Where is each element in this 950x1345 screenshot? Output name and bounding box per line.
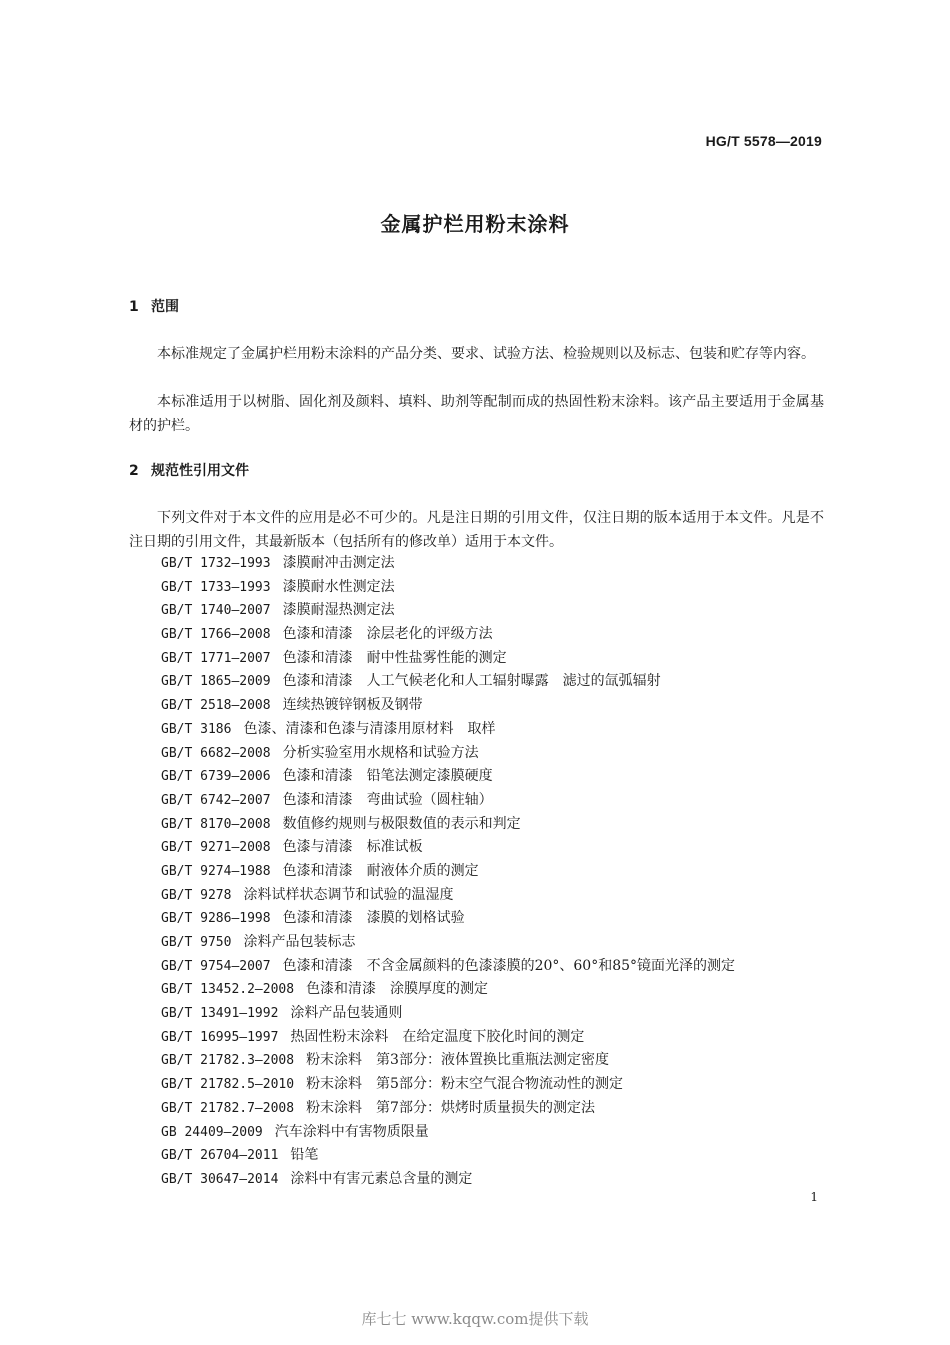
document-title: 金属护栏用粉末涂料 [380,212,570,236]
reference-title: 色漆和清漆 耐液体介质的测定 [282,862,479,879]
reference-title: 涂料中有害元素总含量的测定 [290,1170,473,1187]
section-2-number: 2 [129,463,139,479]
reference-title: 粉末涂料 第5部分：粉末空气混合物流动性的测定 [306,1076,623,1093]
reference-title: 色漆和清漆 涂膜厚度的测定 [306,981,489,998]
reference-code: GB/T 9274—1988 [161,863,271,879]
reference-code: GB 24409—2009 [161,1124,263,1140]
reference-list [161,552,735,1192]
reference-item [161,576,735,600]
reference-item [161,931,735,955]
reference-title: 粉末涂料 第7部分：烘烤时质量损失的测定法 [306,1099,595,1116]
reference-item [161,884,735,908]
reference-item [161,813,735,837]
reference-title: 涂料产品包装通则 [290,1005,403,1022]
reference-code: GB/T 6739—2006 [161,769,271,785]
section-2-title: 规范性引用文件 [151,463,249,479]
reference-title: 色漆和清漆 人工气候老化和人工辐射曝露 滤过的氙弧辐射 [282,673,661,690]
reference-title: 色漆和清漆 铅笔法测定漆膜硬度 [282,768,493,785]
reference-item [161,1002,735,1026]
reference-title: 漆膜耐冲击测定法 [282,555,395,571]
page-number: 1 [810,1190,818,1204]
standard-code: HG/T 5578—2019 [705,133,822,149]
reference-title: 色漆、清漆和色漆与清漆用原材料 取样 [243,720,496,737]
reference-title: 漆膜耐水性测定法 [282,578,395,595]
reference-title: 色漆和清漆 弯曲试验（圆柱轴） [282,791,493,808]
reference-title: 色漆和清漆 漆膜的划格试验 [282,910,465,927]
reference-code: GB/T 21782.3—2008 [161,1053,295,1069]
reference-title: 色漆和清漆 涂层老化的评级方法 [282,626,493,643]
reference-code: GB/T 1865—2009 [161,674,271,690]
reference-code: GB/T 1733—1993 [161,579,271,595]
reference-title: 漆膜耐湿热测定法 [282,602,395,619]
reference-code: GB/T 16995—1997 [161,1029,279,1045]
reference-title: 热固性粉末涂料 在给定温度下胶化时间的测定 [290,1028,585,1045]
reference-item [161,1168,735,1192]
reference-code: GB/T 6682—2008 [161,745,271,761]
reference-code: GB/T 9750 [161,935,232,950]
reference-item [161,1144,735,1168]
section-1-title: 范围 [151,299,179,315]
section-1-number: 1 [129,299,139,315]
reference-title: 色漆与清漆 标准试板 [282,839,423,856]
section-1-paragraph-1: 本标准规定了金属护栏用粉末涂料的产品分类、要求、试验方法、检验规则以及标志、包装和贮存等内容。 [157,346,815,362]
reference-code: GB/T 9754—2007 [161,958,271,974]
reference-code: GB/T 13491—1992 [161,1006,279,1022]
reference-code: GB/T 1766—2008 [161,627,271,643]
reference-code: GB/T 8170—2008 [161,816,271,832]
reference-code: GB/T 2518—2008 [161,698,271,714]
reference-item [161,670,735,694]
reference-code: GB/T 30647—2014 [161,1171,279,1187]
reference-item [161,860,735,884]
reference-code: GB/T 3186 [161,721,232,737]
reference-title: 色漆和清漆 不含金属颜料的色漆漆膜的20°、60°和85°镜面光泽的测定 [282,957,736,974]
reference-title: 汽车涂料中有害物质限量 [274,1123,429,1140]
reference-item [161,1073,735,1097]
reference-item [161,552,735,576]
reference-item [161,718,735,742]
reference-item [161,907,735,931]
reference-item [161,978,735,1002]
section-2-heading [129,460,249,480]
reference-title: 数值修约规则与极限数值的表示和判定 [282,815,521,832]
reference-item [161,599,735,623]
reference-code: GB/T 1732—1993 [161,556,271,571]
reference-title: 涂料产品包装标志 [243,934,356,950]
reference-title: 铅笔 [290,1147,319,1164]
download-footer: 库七七 www.kqqw.com提供下载 [361,1310,589,1328]
reference-item [161,955,735,979]
reference-title: 粉末涂料 第3部分：液体置换比重瓶法测定密度 [306,1052,609,1069]
reference-code: GB/T 1771—2007 [161,650,271,666]
reference-code: GB/T 21782.7—2008 [161,1100,295,1116]
reference-code: GB/T 6742—2007 [161,792,271,808]
reference-item [161,836,735,860]
reference-title: 连续热镀锌钢板及钢带 [282,697,423,714]
reference-item [161,694,735,718]
reference-code: GB/T 26704—2011 [161,1148,279,1164]
reference-code: GB/T 1740—2007 [161,603,271,619]
reference-code: GB/T 13452.2—2008 [161,982,295,998]
reference-item [161,623,735,647]
reference-item [161,742,735,766]
reference-title: 分析实验室用水规格和试验方法 [282,744,479,761]
section-1-heading [129,296,179,316]
reference-code: GB/T 9271—2008 [161,840,271,856]
reference-item [161,647,735,671]
reference-title: 色漆和清漆 耐中性盐雾性能的测定 [282,649,507,666]
reference-item [161,1049,735,1073]
reference-item [161,1121,735,1145]
section-1-paragraph-2: 本标准适用于以树脂、固化剂及颜料、填料、助剂等配制而成的热固性粉末涂料。该产品主要适用于金属基材的护栏。 [129,394,824,434]
reference-title: 涂料试样状态调节和试验的温湿度 [243,886,454,903]
reference-item [161,1097,735,1121]
reference-code: GB/T 21782.5—2010 [161,1077,295,1093]
reference-code: GB/T 9286—1998 [161,911,271,927]
reference-item [161,1026,735,1050]
section-2-paragraph-1: 下列文件对于本文件的应用是必不可少的。凡是注日期的引用文件，仅注日期的版本适用于本文件。凡是不注日期的引用文件，其最新版本（包括所有的修改单）适用于本文件。 [129,510,824,550]
reference-item [161,789,735,813]
reference-code: GB/T 9278 [161,887,232,903]
reference-item [161,765,735,789]
